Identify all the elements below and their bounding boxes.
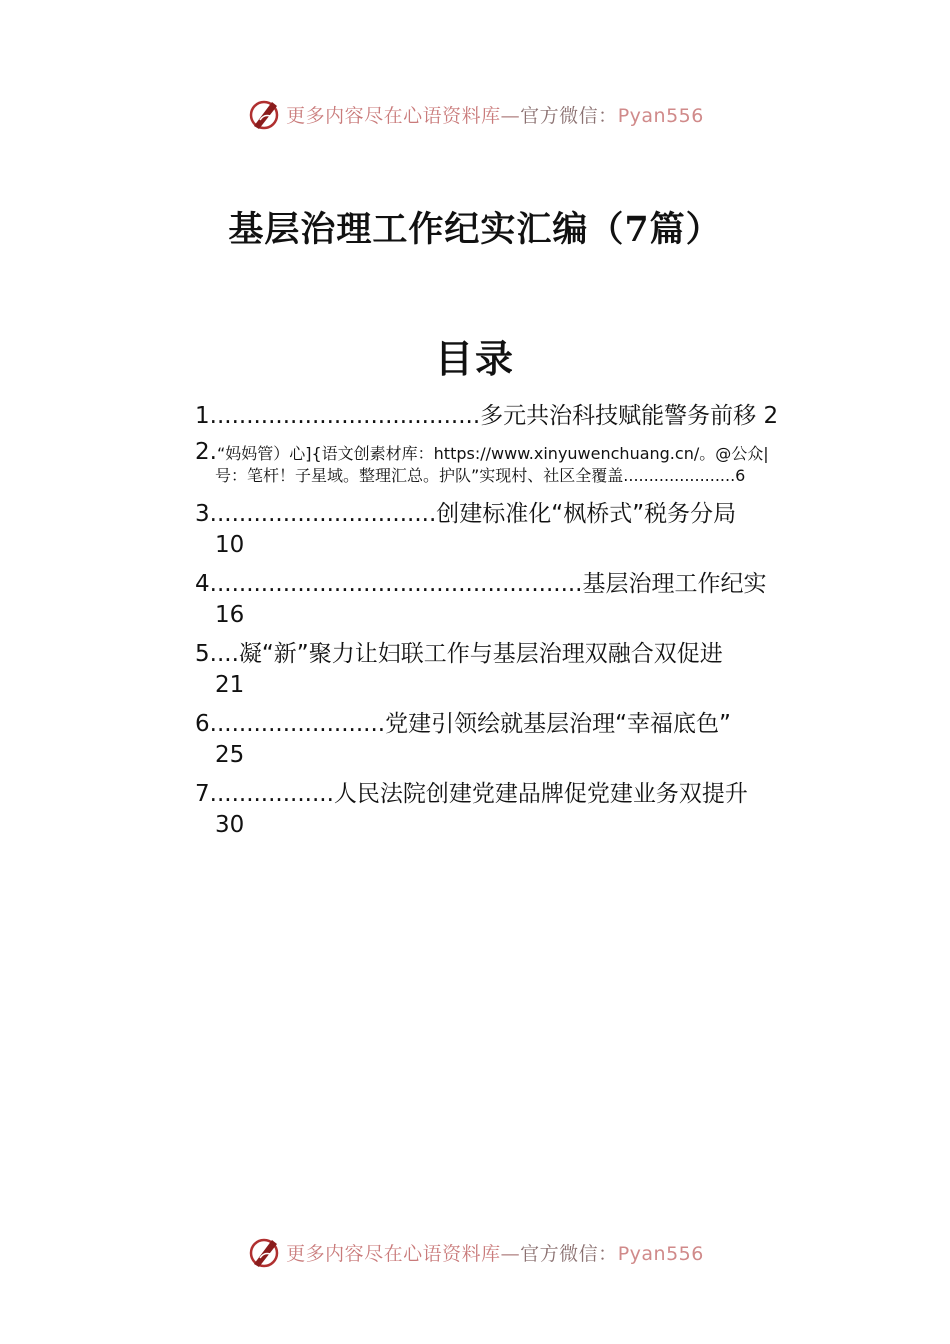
- toc-item-4[interactable]: 4...................................................基层治理工作纪实 16: [195, 571, 767, 628]
- banner-text: 更多内容尽在心语资料库—官方微信：Pyan556: [286, 1242, 704, 1265]
- header-banner: [0, 94, 950, 134]
- toc-item-1[interactable]: 1.....................................多元共治科技赋能警务前移 2: [195, 403, 779, 429]
- toc-item-6[interactable]: 6........................党建引领绘就基层治理“幸福底色” 25: [195, 711, 731, 768]
- pen-nib-logo-icon: [246, 96, 282, 132]
- footer-banner: [0, 1232, 950, 1272]
- toc-item-3[interactable]: 3...............................创建标准化“枫桥式”税务分局 10: [195, 501, 737, 558]
- toc-heading: 目录: [434, 336, 515, 381]
- toc-item-7[interactable]: 7.................人民法院创建党建品牌促党建业务双提升 30: [195, 781, 748, 838]
- pen-nib-logo-icon: [246, 1234, 282, 1270]
- banner-text: 更多内容尽在心语资料库—官方微信：Pyan556: [286, 104, 704, 127]
- toc-item-2[interactable]: 2.“妈妈管）心]{语文创素材库：https://www.xinyuwenchuang.cn/。@公众| 号：笔杆！子星域。整理汇总。护队”实现村、社区全覆盖......................6: [195, 439, 769, 485]
- toc-item-5[interactable]: 5....凝“新”聚力让妇联工作与基层治理双融合双促进 21: [195, 641, 723, 698]
- document-title: 基层治理工作纪实汇编（7篇）: [228, 209, 722, 250]
